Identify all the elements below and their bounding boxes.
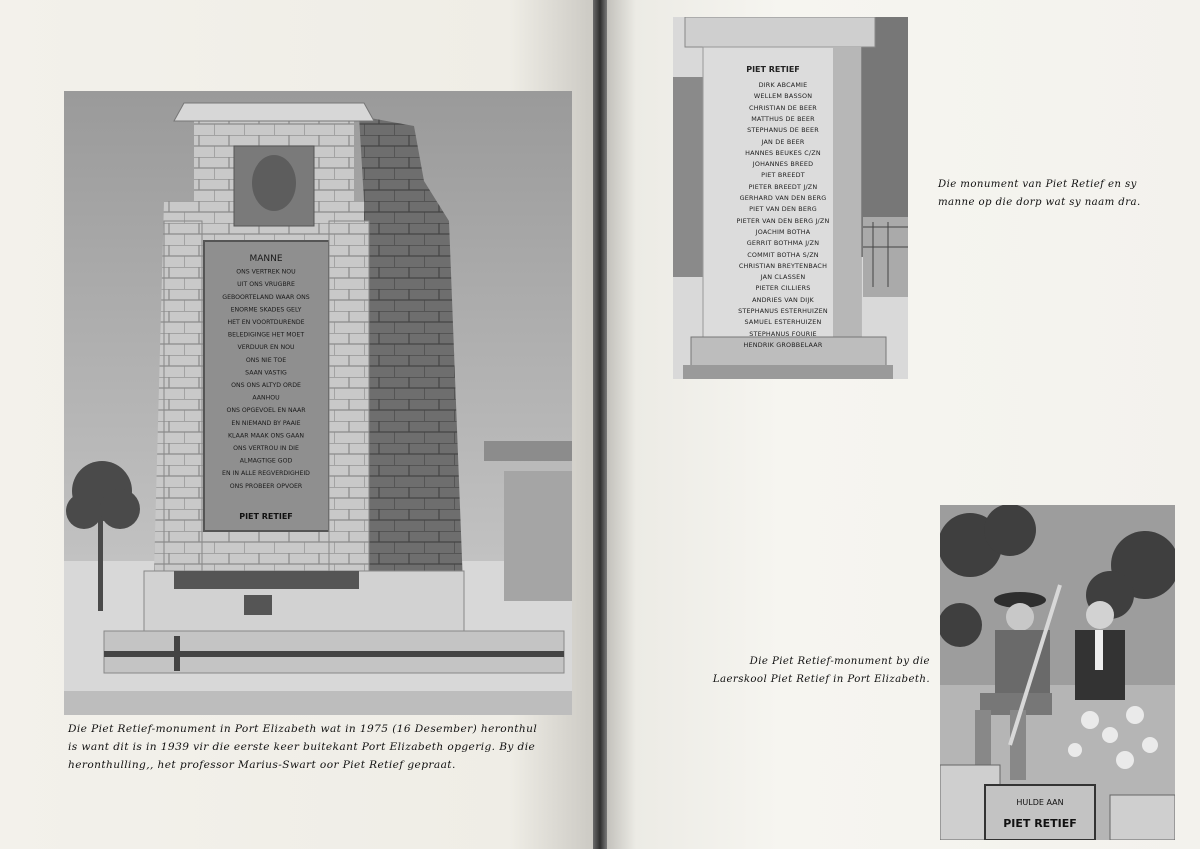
plaque-line: ONS VERTROU IN DIE (233, 445, 299, 452)
name-entry: ANDRIES VAN DIJK (752, 295, 814, 304)
name-entry: WELLEM BASSON (753, 92, 813, 101)
plaque-line: ALMAGTIGE GOD (239, 457, 293, 465)
name-entry: JOHANNES BREED (752, 160, 814, 169)
plaque-line: SAAN VASTIG (245, 369, 287, 377)
name-entry: CHRISTIAN DE BEER (749, 103, 817, 112)
names-photo-caption (938, 176, 1188, 212)
caption-line: is want dit is in 1939 vir die eerste keer buitekant Port Elizabeth opgerig. By die (68, 741, 536, 753)
name-entry: PIETER VAN DEN BERG J/ZN (736, 216, 830, 225)
plaque-line: KLAAR MAAK ONS GAAN (227, 432, 305, 440)
main-monument-photo (64, 91, 572, 715)
name-entry: STEPHANUS ESTERHUIZEN (738, 307, 828, 315)
name-entry: CHRISTIAN BREYTENBACH (738, 261, 828, 270)
caption-line: Laerskool Piet Retief in Port Elizabeth. (712, 674, 930, 685)
plaque-line: EN IN ALLE REGVERDIGHEID (222, 470, 310, 478)
school-monument-photo (940, 505, 1175, 840)
portrait-photo-caption (660, 653, 930, 689)
plaque-line: MANNE (249, 254, 283, 264)
school-monument-illustration (940, 505, 1175, 840)
name-entry: PIET BREEDT (761, 171, 805, 180)
caption-line: heronthulling,, het professor Marius-Swart oor Piet Retief gepraat. (68, 759, 456, 771)
plaque-line: ONS OPGEVOEL EN NAAR (226, 407, 306, 415)
plaque-signature: PIET RETIEF (239, 512, 293, 521)
name-entry: PIETER BREEDT J/ZN (748, 182, 818, 191)
name-entry: DIRK ABCAMIE (758, 81, 808, 89)
plaque-line: VERDUUR EN NOU (237, 344, 295, 352)
name-entry: COMMIT BOTHA S/ZN (747, 250, 819, 259)
name-entry: JOACHIM BOTHA (755, 227, 811, 236)
name-entry: STEPHANUS DE BEER (747, 126, 819, 135)
plaque-line: UIT ONS VRUGBRE (237, 281, 295, 289)
name-entry: STEPHANUS FOURIE (749, 329, 817, 338)
name-entry: MATTHUS DE BEER (751, 114, 815, 123)
name-entry: HENDRIK GROBBELAAR (743, 340, 823, 349)
names-heading: PIET RETIEF (746, 65, 800, 74)
name-entry: HANNES BEUKES C/ZN (745, 148, 821, 157)
plaque-line: ONS NIE TOE (245, 356, 287, 364)
plaque-line: ONS ONS ALTYD ORDE (231, 382, 301, 389)
plaque-line: EN NIEMAND BY PAAIE (231, 419, 301, 427)
sign-line-1: HULDE AAN (1016, 798, 1064, 807)
caption-line: Die Piet Retief-monument in Port Elizabeth wat in 1975 (16 Desember) heronthul (68, 723, 538, 735)
name-entry: GERRIT BOTHMA J/ZN (746, 239, 820, 248)
name-entry: PIET VAN DEN BERG (749, 205, 817, 214)
plaque-line: GEBOORTELAND WAAR ONS (222, 293, 310, 301)
name-entry: GERHARD VAN DEN BERG (739, 194, 827, 202)
name-entry: JAN CLASSEN (760, 273, 806, 282)
name-entry: JAN DE BEER (761, 137, 805, 146)
caption-line: manne op die dorp wat sy naam dra. (938, 197, 1141, 208)
plaque-line: ONS VERTREK NOU (236, 268, 296, 276)
plaque-line: ONS PROBEER OPVOER (229, 482, 303, 490)
names-monument-photo (673, 17, 908, 379)
monument-illustration (64, 91, 572, 715)
plaque-line: AANHOU (252, 394, 280, 402)
plaque-line: HET EN VOORTDURENDE (227, 319, 305, 326)
caption-line: Die Piet Retief-monument by die (749, 656, 930, 667)
main-photo-caption (68, 720, 568, 774)
book-gutter (593, 0, 607, 849)
sign-line-2: PIET RETIEF (1003, 817, 1077, 830)
name-entry: PIETER CILLIERS (755, 284, 811, 293)
plaque-line: ENORME SKADES GELY (230, 306, 302, 314)
name-entry: SAMUEL ESTERHUIZEN (744, 318, 822, 327)
plaque-line: BELEDIGINGE HET MOET (227, 331, 305, 339)
caption-line: Die monument van Piet Retief en sy (938, 179, 1137, 190)
